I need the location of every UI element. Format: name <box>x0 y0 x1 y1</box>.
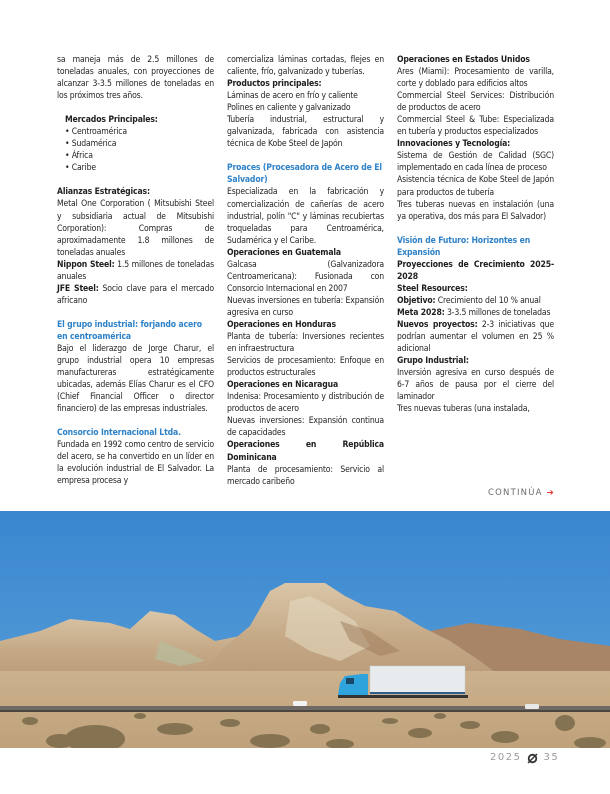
highway <box>0 706 610 710</box>
guatemala-heading: Operaciones en Guatemala <box>227 247 341 258</box>
new-projects-label: Nuevos proyectos: <box>397 319 478 330</box>
list-item: • Centroamérica <box>65 126 214 138</box>
honduras-item: Planta de tubería: Inversiones recientes en infraestructura <box>227 332 384 355</box>
objective-line <box>397 295 554 307</box>
product-item: Polines en caliente y galvanizado <box>227 103 351 114</box>
trailer-stripe <box>370 692 465 694</box>
brand-logo-icon <box>527 753 537 763</box>
column-1 <box>57 54 214 488</box>
innovation-heading: Innovaciones y Tecnología: <box>397 139 511 150</box>
innovation-item: Sistema de Gestión de Calidad (SGC) implementado en cada línea de proceso <box>397 151 554 174</box>
usa-item: Commercial Steel & Tube: Especializada en tubería y productos especializados <box>397 115 554 138</box>
car <box>293 701 307 706</box>
nicaragua-heading: Operaciones en Nicaragua <box>227 380 339 391</box>
guardrail <box>0 710 610 712</box>
new-projects-line <box>397 319 554 355</box>
honduras-item: Servicios de procesamiento: Enfoque en productos estructurales <box>227 356 384 379</box>
consorcio-text: Fundada en 1992 como centro de servicio del acero, se ha convertido en un líder en la evolución industrial de El Salvador. La empresa procesa y <box>57 440 214 487</box>
alliance-text: Socio clave para el mercado africano <box>57 283 214 306</box>
group-text: Bajo el liderazgo de Jorge Charur, el grupo industrial opera 10 empresas manufactureras estratégicamente ubicadas, además Elías Charur es el CFO (Chief Financial Officer o director financiero) de las empresas industriales. <box>57 343 214 415</box>
alliance-text: 1.5 millones de toneladas anuales <box>57 259 214 282</box>
trailer <box>370 666 465 694</box>
alliance-nippon <box>57 259 214 283</box>
alliance-label: Nippon Steel: <box>57 259 115 270</box>
goal-line <box>397 307 554 319</box>
consorcio-heading: Consorcio Internacional Ltda. <box>57 428 181 439</box>
alliance-metal-one: Metal One Corporation ( Mitsubishi Steel y subsidiaria actual de Mitsubishi Corporation): Compras de aproximadamente 1.8 millones de toneladas anuales <box>57 199 214 258</box>
footer-year: 2025 <box>490 752 522 763</box>
proaces-text: Especializada en la fabricación y comercialización de cañerías de acero industrial, polín "C" y láminas recubiertas troqueladas para Centroamérica, Sudamérica y el Caribe. <box>227 187 384 246</box>
markets-heading: Mercados Principales: <box>65 115 158 126</box>
usa-item: Ares (Miami): Procesamiento de varilla, corte y doblado para edificios altos <box>397 67 554 90</box>
industrial-group-item: Tres nuevas tuberas (una instalada, <box>397 404 530 415</box>
rd-item: Planta de procesamiento: Servicio al mercado caribeño <box>227 464 384 487</box>
steel-resources-heading: Steel Resources: <box>397 283 468 294</box>
product-item: Tubería industrial, estructural y galvanizada, fabricada con asistencia técnica de Kobe Steel de Japón <box>227 115 384 150</box>
new-projects-text: 2-3 iniciativas que podrían aumentar el volumen en 25 % adicional <box>397 319 554 355</box>
proaces-heading: Proaces (Procesadora de Acero de El Salvador) <box>227 163 382 186</box>
cab-window <box>346 678 354 684</box>
continue-link[interactable] <box>488 488 554 498</box>
list-item: • Sudamérica <box>65 138 214 150</box>
innovation-item: Asistencia técnica de Kobe Steel de Japón para productos de tubería <box>397 175 554 198</box>
list-item: • Caribe <box>65 162 214 174</box>
goal-text: 3-3.5 millones de toneladas <box>444 307 551 318</box>
car <box>525 704 539 709</box>
honduras-heading: Operaciones en Honduras <box>227 319 336 330</box>
desert-truck-photo <box>0 511 610 748</box>
industrial-group-heading: Grupo Industrial: <box>397 356 469 367</box>
objective-label: Objetivo: <box>397 295 436 306</box>
usa-heading: Operaciones en Estados Unidos <box>397 55 530 65</box>
consorcio-text-cont: comercializa láminas cortadas, flejes en caliente, frío, galvanizado y tuberías. <box>227 55 384 78</box>
truck-chassis <box>338 695 468 698</box>
guatemala-item: Nuevas inversiones en tubería: Expansión agresiva en curso <box>227 295 384 318</box>
arrow-right-icon: ➔ <box>546 488 554 498</box>
alliance-label: JFE Steel: <box>57 283 99 294</box>
group-heading: El grupo industrial: forjando acero en centroamérica <box>57 319 202 342</box>
markets-list <box>57 126 214 174</box>
intro-text: sa maneja más de 2.5 millones de toneladas anuales, con proyecciones de alcanzar 3-3.5 millones de toneladas en los próximos tres años. <box>57 55 214 102</box>
continue-label: CONTINÚA <box>488 488 543 498</box>
objective-text: Crecimiento del 10 % anual <box>435 295 541 306</box>
rd-heading: Operaciones en República Dominicana <box>227 440 384 463</box>
photo-illustration <box>0 511 610 748</box>
alliances-heading: Alianzas Estratégicas: <box>57 187 150 198</box>
nicaragua-item: Nuevas inversiones: Expansión continua de capacidades <box>227 416 384 439</box>
nicaragua-item: Indenisa: Procesamiento y distribución de productos de acero <box>227 392 384 415</box>
goal-label: Meta 2028: <box>397 307 445 318</box>
page-number: 35 <box>543 752 560 763</box>
industrial-group-item: Inversión agresiva en curso después de 6-7 años de pausa por el cierre del laminador <box>397 368 554 403</box>
guatemala-item: Galcasa (Galvanizadora Centroamericana): Fusionada con Consorcio Internacional en 2007 <box>227 259 384 294</box>
product-item: Láminas de acero en frío y caliente <box>227 91 358 102</box>
usa-item: Commercial Steel Services: Distribución de productos de acero <box>397 91 554 114</box>
column-2 <box>227 54 384 488</box>
projections-heading: Proyecciones de Crecimiento 2025-2028 <box>397 259 554 282</box>
innovation-item: Tres tuberas nuevas en instalación (una ya operativa, dos más para El Salvador) <box>397 199 554 222</box>
alliance-jfe <box>57 283 214 307</box>
column-3 <box>397 54 554 415</box>
vision-heading: Visión de Futuro: Horizontes en Expansión <box>397 235 531 258</box>
list-item: • África <box>65 150 214 162</box>
page-footer <box>490 752 559 763</box>
products-heading: Productos principales: <box>227 79 322 90</box>
